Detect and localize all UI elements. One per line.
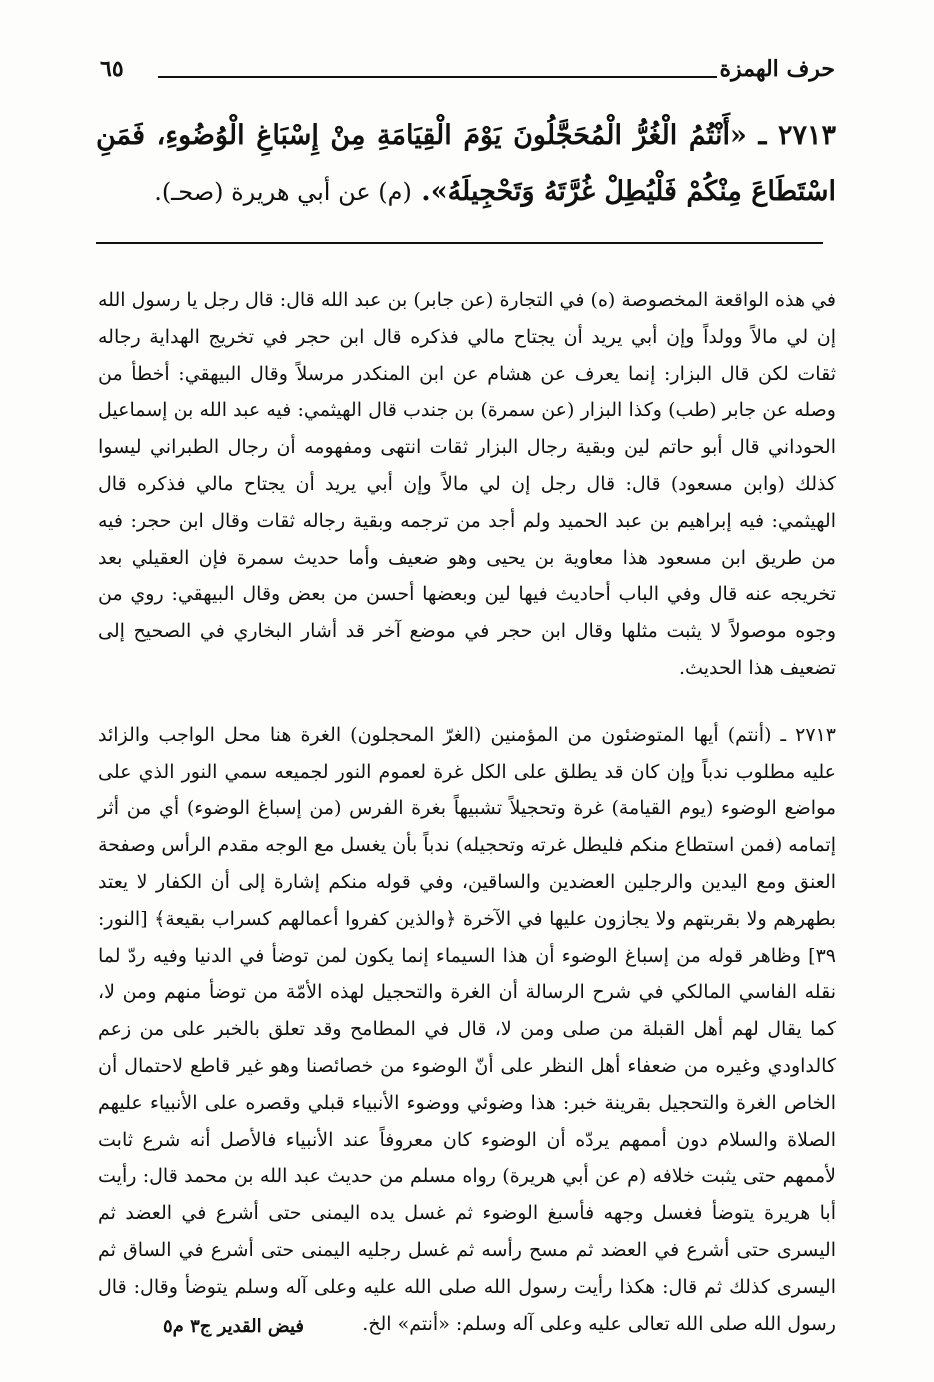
commentary-block: [98, 282, 836, 1342]
page-number: ٦٥: [100, 56, 124, 82]
hadith-text: «أَنْتُمُ الْغُرُّ الْمُحَجَّلُونَ يَوْمَ الْقِيَامَةِ مِنْ إِسْبَاغِ الْوُضُوءِ، فَمَنِ اسْتَطَاعَ مِنْكُمْ فَلْيُطِلْ غُرَّتَهُ وَتَحْجِيلَهُ».: [96, 120, 836, 207]
header-rule: [158, 76, 717, 78]
commentary-paragraph-1: في هذه الواقعة المخصوصة (ه) في التجارة (عن جابر) بن عبد الله قال: قال رجل يا رسول الله إن لي مالاً وولداً وإن أبي يريد أن يجتاح مالي فذكره قال ابن حجر في تخريج الهداية رجاله ثقات لكن قال البزار: إنما يعرف عن هشام عن ابن المنكدر مرسلاً وقال البيهقي: أخطأ من وصله عن جابر (طب) وكذا البزار (عن سمرة) بن جندب قال الهيثمي: فيه عبد الله بن إسماعيل الحوداني قال أبو حاتم لين وبقية رجال البزار ثقات انتهى ومفهومه أن رجال الطبراني ليسوا كذلك (وابن مسعود) قال: قال رجل إن لي مالاً وإن أبي يريد أن يجتاح مالي فذكره قال الهيثمي: فيه إبراهيم بن عبد الحميد ولم أجد من ترجمه وبقية رجاله ثقات وقال ابن حجر: فيه من طريق ابن مسعود هذا معاوية بن يحيى وهو ضعيف وأما حديث سمرة فإن العقيلي بعد تخريجه عنه قال وفي الباب أحاديث فيها لين وبعضها أحسن من بعض وقال البيهقي: روي من وجوه موصولاً لا يثبت مثلها وقال ابن حجر في موضع آخر قد أشار البخاري في الصحيح إلى تضعيف هذا الحديث.: [98, 289, 836, 679]
section-divider: [96, 242, 823, 244]
paragraph-gap: [98, 687, 836, 717]
page-header: [100, 56, 835, 90]
hadith-text-block: [96, 108, 836, 220]
commentary-paragraph-2: ٢٧١٣ ـ (أنتم) أيها المتوضئون من المؤمنين (الغرّ المحجلون) الغرة هنا محل الواجب والزائد عليه مطلوب ندباً وإن كان قد يطلق على الكل غرة لعموم النور لجميعه سمي النور الذي على مواضع الوضوء (يوم القيامة) غرة وتحجيلاً تشبيهاً بغرة الفرس (من إسباغ الوضوء) أي من أثر إتمامه (فمن استطاع منكم فليطل غرته وتحجيله) ندباً بأن يغسل مع الوجه مقدم الرأس وصفحة العنق ومع اليدين والرجلين العضدين والساقين، وفي قوله منكم إشارة إلى أن الكفار لا يعتد بطهرهم ولا بقربتهم ولا يجازون عليها في الآخرة ﴿والذين كفروا أعمالهم كسراب بقيعة﴾ [النور: ٣٩] وظاهر قوله من إسباغ الوضوء أن هذا السيماء إنما يكون لمن توضأ في الدنيا وفيه ردّ لما نقله الفاسي المالكي في شرح الرسالة أن الغرة والتحجيل لهذه الأمّة من توضأ منهم ومن لا، كما يقال لهم أهل القبلة من صلى ومن لا، قال في المطامح وقد تعلق بالخبر على من زعم كالداودي وغيره من ضعفاء أهل النظر على أنّ الوضوء من خصائصنا وهو غير قاطع لاحتمال أن الخاص الغرة والتحجيل بقرينة خبر: هذا وضوئي ووضوء الأنبياء قبلي وقصره على الأنبياء عليهم الصلاة والسلام دون أممهم يردّه أن الوضوء كان معروفاً عند الأنبياء فالأصل أنه شرع ثابت لأممهم حتى يثبت خلافه (م عن أبي هريرة) رواه مسلم من حديث عبد الله بن محمد قال: رأيت أبا هريرة يتوضأ فغسل وجهه فأسبغ الوضوء ثم غسل يده اليمنى حتى أشرع في العضد ثم اليسرى حتى أشرع في العضد ثم مسح رأسه ثم غسل رجليه اليمنى حتى أشرع في الساق ثم اليسرى كذلك ثم قال: هكذا رأيت رسول الله صلى الله عليه وعلى آله وسلم يتوضأ وقال: قال رسول الله صلى الله تعالى عليه وعلى آله وسلم: «أنتم» الخ.: [98, 723, 836, 1335]
page-footer: فيض القدير ج٣ م٥: [163, 1316, 304, 1337]
hadith-source: (م) عن أبي هريرة (صحـ).: [154, 178, 412, 206]
chapter-title: حرف الهمزة: [719, 56, 835, 82]
hadith-number: ٢٧١٣ ـ: [758, 120, 837, 151]
